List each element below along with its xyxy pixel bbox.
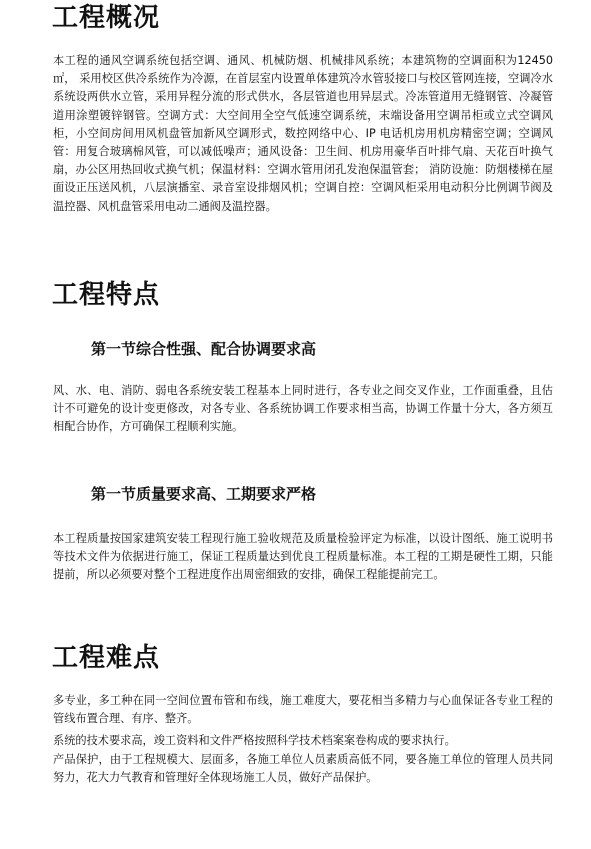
difficulties-paragraph-3: 产品保护，由于工程规模大、层面多，各施工单位人员素质高低不同，要各施工单位的管理人员共同努力，花大力气教育和管理好全体现场施工人员，做好产品保护。 xyxy=(53,753,553,785)
section-heading-overview: 工程概况 xyxy=(52,3,161,33)
overview-paragraph: 本工程的通风空调系统包括空调、通风、机械防烟、机械排风系统；本建筑物的空调面积为12450㎡， 采用校区供冷系统作为冷源，在首层室内设置单体建筑冷水管驳接口与校区管网连接，空调冷水系统设两供水立管，采用异程分流的形式供水，各层管道也用异层式。冷冻管道用无缝钢管、冷凝管道用涂塑镀锌钢管。空调方式：大空间用全空气低速空调系统，末端设备用空调吊柜或立式空调风柜，小空间房间用风机盘管加新风空调形式，数控网络中心、IP 电话机房用机房精密空调；空调风管：用复合玻璃棉风管，可以减低噪声；通风设备：卫生间、机房用豪华百叶排气扇、天花百叶换气扇，办公区用热回收式换气机；保温材料：空调水管用闭孔发泡保温管套； 消防设施：防烟楼梯在屋面设正压送风机，八层演播室、录音室设排烟风机；空调自控：空调风柜采用电动积分比例调节阀及温控器、风机盘管采用电动二通阀及温控器。 xyxy=(53,54,553,213)
quality-schedule-paragraph: 本工程质量按国家建筑安装工程现行施工验收规范及质量检验评定为标准，以设计图纸、施工说明书等技术文件为依据进行施工，保证工程质量达到优良工程质量标准。本工程的工期是硬性工期，只能提前，所以必须要对整个工程进度作出周密细致的安排，确保工程能提前完工。 xyxy=(53,532,553,582)
difficulties-paragraph-1: 多专业，多工种在同一空间位置布管和布线，施工难度大，要花相当多精力与心血保证各专业工程的管线布置合理、有序、整齐。 xyxy=(53,694,553,726)
section-heading-difficulties: 工程难点 xyxy=(52,643,161,673)
subsection-heading-quality-schedule: 第一节质量要求高、工期要求严格 xyxy=(91,485,317,503)
difficulties-paragraph-2: 系统的技术要求高，竣工资料和文件严格按照科学技术档案案卷构成的要求执行。 xyxy=(53,734,456,747)
subsection-heading-coordination: 第一节综合性强、配合协调要求高 xyxy=(91,340,317,358)
coordination-paragraph: 风、水、电、消防、弱电各系统安装工程基本上同时进行，各专业之间交叉作业，工作面重叠，且估计不可避免的设计变更修改，对各专业、各系统协调工作要求相当高，协调工作量十分大，各方须互相配合协作，方可确保工程顺利实施。 xyxy=(53,384,553,434)
section-heading-features: 工程特点 xyxy=(52,280,161,310)
